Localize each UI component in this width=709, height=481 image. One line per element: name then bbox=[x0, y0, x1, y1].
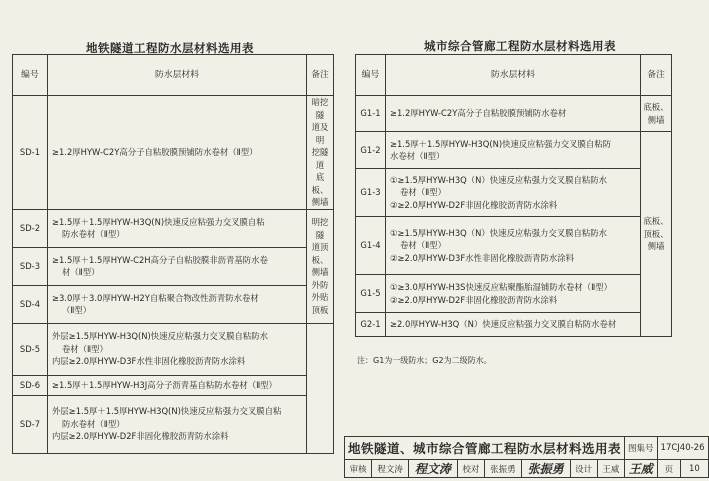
table-row bbox=[356, 275, 672, 313]
header-note: 备注 bbox=[641, 55, 672, 96]
note-line: 侧墙 bbox=[647, 241, 665, 252]
material-line: ②≥2.0厚HYW-D3F水性非固化橡胶沥青防水涂料 bbox=[389, 252, 575, 263]
row-code: SD-2 bbox=[13, 209, 48, 247]
material-line: 外层≥1.5厚＋1.5厚HYW-H3Q(N)快速反应粘强力交叉膜自粘 bbox=[51, 406, 282, 417]
design-label: 设计 bbox=[570, 460, 597, 478]
note-cell bbox=[307, 209, 334, 323]
material-line: ≥2.0厚HYW-H3Q（N）快速反应粘强力交叉膜自粘防水卷材 bbox=[389, 319, 617, 330]
note-line: 明挖隧 bbox=[311, 217, 329, 240]
material-line: 防水卷材（Ⅱ型） bbox=[61, 229, 125, 239]
atlas-label: 图集号 bbox=[625, 437, 658, 460]
designer-signature: 王威 bbox=[625, 460, 658, 478]
table-row bbox=[13, 395, 334, 453]
material-line: ①≥3.0厚HYW-H3S快速反应粘聚酯胎湿铺防水卷材（Ⅱ型） bbox=[389, 282, 612, 292]
note-cell-empty bbox=[307, 323, 334, 453]
material-line: ≥1.5厚＋1.5厚HYW-H3J高分子沥青基自粘防水卷材（Ⅱ型） bbox=[51, 379, 277, 390]
note-line: 底板、 bbox=[643, 102, 669, 112]
table-row bbox=[13, 375, 334, 395]
table-row bbox=[13, 247, 334, 285]
table-row bbox=[356, 217, 672, 275]
review-label: 审核 bbox=[345, 460, 372, 478]
note-line: 挖隧道 bbox=[311, 147, 329, 170]
row-code: G1-4 bbox=[356, 217, 386, 275]
row-material bbox=[47, 323, 306, 375]
note-line: 道顶板、 bbox=[311, 242, 329, 265]
note-line: 暗挖隧 bbox=[311, 97, 329, 120]
right-table-title: 城市综合管廊工程防水层材料选用表 bbox=[424, 39, 616, 53]
material-line: ≥1.2厚HYW-C2Y高分子自粘胶膜预铺防水卷材 bbox=[389, 108, 567, 119]
material-line: ≥1.5厚＋1.5厚HYW-C2H高分子自粘胶膜非沥青基防水卷 bbox=[51, 254, 268, 265]
checker-signature: 张振勇 bbox=[521, 460, 570, 478]
note-cell bbox=[641, 132, 672, 337]
table-header-row bbox=[13, 55, 334, 96]
table-row bbox=[13, 323, 334, 375]
row-material bbox=[385, 313, 640, 337]
row-material bbox=[47, 247, 306, 285]
material-line: ①≥1.5厚HYW-H3Q（N）快速反应粘强力交叉膜自粘防水 bbox=[389, 227, 608, 238]
note-line: 侧墙 bbox=[311, 197, 329, 207]
row-material bbox=[385, 96, 640, 132]
material-line: ≥1.5厚＋1.5厚HYW-H3Q(N)快速反应粘强力交叉膜自粘 bbox=[51, 216, 265, 227]
header-note: 备注 bbox=[307, 55, 334, 96]
note-cell bbox=[307, 96, 334, 210]
table-header-row bbox=[356, 55, 672, 96]
atlas-number: 17CJ40-26 bbox=[657, 437, 708, 460]
reviewer-signature: 程文涛 bbox=[409, 460, 458, 478]
note-cell bbox=[641, 96, 672, 132]
note-line: 外防外贴 bbox=[311, 279, 329, 302]
designer-name: 王威 bbox=[597, 460, 624, 478]
row-material bbox=[385, 169, 640, 217]
row-code: SD-5 bbox=[13, 323, 48, 375]
header-code: 编号 bbox=[356, 55, 386, 96]
material-line: 水卷材（Ⅱ型） bbox=[389, 151, 445, 161]
table-row bbox=[356, 313, 672, 337]
row-code: SD-4 bbox=[13, 285, 48, 323]
header-material: 防水层材料 bbox=[47, 55, 306, 96]
material-line: 外层≥1.5厚HYW-H3Q(N)快速反应粘强力交叉膜自粘防水 bbox=[51, 331, 269, 342]
material-line: 内层≥2.0厚HYW-D2F非固化橡胶沥青防水涂料 bbox=[51, 431, 229, 442]
row-code: G1-3 bbox=[356, 169, 386, 217]
material-line: （Ⅱ型） bbox=[61, 305, 92, 315]
note-line: 底板、 bbox=[311, 172, 329, 195]
table-row bbox=[356, 132, 672, 169]
checker-name: 张振勇 bbox=[484, 460, 521, 478]
note-line: 侧墙 bbox=[647, 114, 665, 125]
drawing-title: 地铁隧道、城市综合管廊工程防水层材料选用表 bbox=[345, 437, 625, 460]
row-code: G1-5 bbox=[356, 275, 386, 313]
row-code: SD-3 bbox=[13, 247, 48, 285]
material-line: ≥1.2厚HYW-C2Y高分子自粘胶膜预铺防水卷材（Ⅱ型） bbox=[51, 147, 258, 157]
note-line: 顶板、 bbox=[643, 228, 669, 239]
table-row bbox=[13, 209, 334, 247]
material-line: 卷材（Ⅱ型） bbox=[399, 187, 446, 198]
row-code: SD-1 bbox=[13, 96, 48, 210]
footnote: 注：G1为一级防水；G2为二级防水。 bbox=[357, 356, 492, 365]
row-material bbox=[47, 96, 306, 210]
row-material bbox=[47, 285, 306, 323]
row-material bbox=[47, 395, 306, 453]
row-material bbox=[385, 132, 640, 169]
material-line: 内层≥2.0厚HYW-D3F水性非固化橡胶沥青防水涂料 bbox=[51, 356, 246, 367]
material-line: 卷材（Ⅱ型） bbox=[399, 240, 446, 251]
material-line: ①≥1.5厚HYW-H3Q（N）快速反应粘强力交叉膜自粘防水 bbox=[389, 174, 608, 185]
material-line: ≥1.5厚＋1.5厚HYW-H3Q(N)快速反应粘强力交叉膜自粘防 bbox=[389, 138, 612, 149]
note-line: 底板、 bbox=[643, 216, 669, 227]
row-material bbox=[385, 275, 640, 313]
page-label: 页 bbox=[657, 460, 681, 478]
material-line: ②≥2.0厚HYW-D2F非固化橡胶沥青防水涂料 bbox=[389, 199, 558, 210]
table-row bbox=[13, 285, 334, 323]
table-row bbox=[13, 96, 334, 210]
material-line: 防水卷材（Ⅱ型） bbox=[61, 418, 125, 429]
material-line: 卷材（Ⅱ型） bbox=[61, 343, 108, 354]
material-line: 材（Ⅱ型） bbox=[61, 267, 100, 277]
row-code: SD-7 bbox=[13, 395, 48, 453]
material-line: ≥3.0厚＋3.0厚HYW-H2Y自粘聚合物改性沥青防水卷材 bbox=[51, 292, 259, 303]
row-code: G1-2 bbox=[356, 132, 386, 169]
left-table-title: 地铁隧道工程防水层材料选用表 bbox=[86, 41, 254, 55]
table-row bbox=[356, 169, 672, 217]
left-material-table bbox=[12, 54, 334, 454]
header-material: 防水层材料 bbox=[385, 55, 640, 96]
row-code: G1-1 bbox=[356, 96, 386, 132]
note-line: 顶板 bbox=[311, 304, 329, 315]
header-code: 编号 bbox=[13, 55, 48, 96]
row-material bbox=[385, 217, 640, 275]
table-row bbox=[356, 96, 672, 132]
material-line: ②≥2.0厚HYW-D2F非固化橡胶沥青防水涂料 bbox=[389, 294, 558, 305]
check-label: 校对 bbox=[457, 460, 484, 478]
title-block bbox=[344, 436, 709, 478]
row-material bbox=[47, 375, 306, 395]
row-code: G2-1 bbox=[356, 313, 386, 337]
right-material-table bbox=[355, 54, 672, 337]
page-number: 10 bbox=[681, 460, 708, 478]
note-line: 道及明 bbox=[311, 122, 329, 145]
reviewer-name: 程文涛 bbox=[372, 460, 409, 478]
row-material bbox=[47, 209, 306, 247]
note-line: 侧墙 bbox=[311, 267, 329, 277]
row-code: SD-6 bbox=[13, 375, 48, 395]
